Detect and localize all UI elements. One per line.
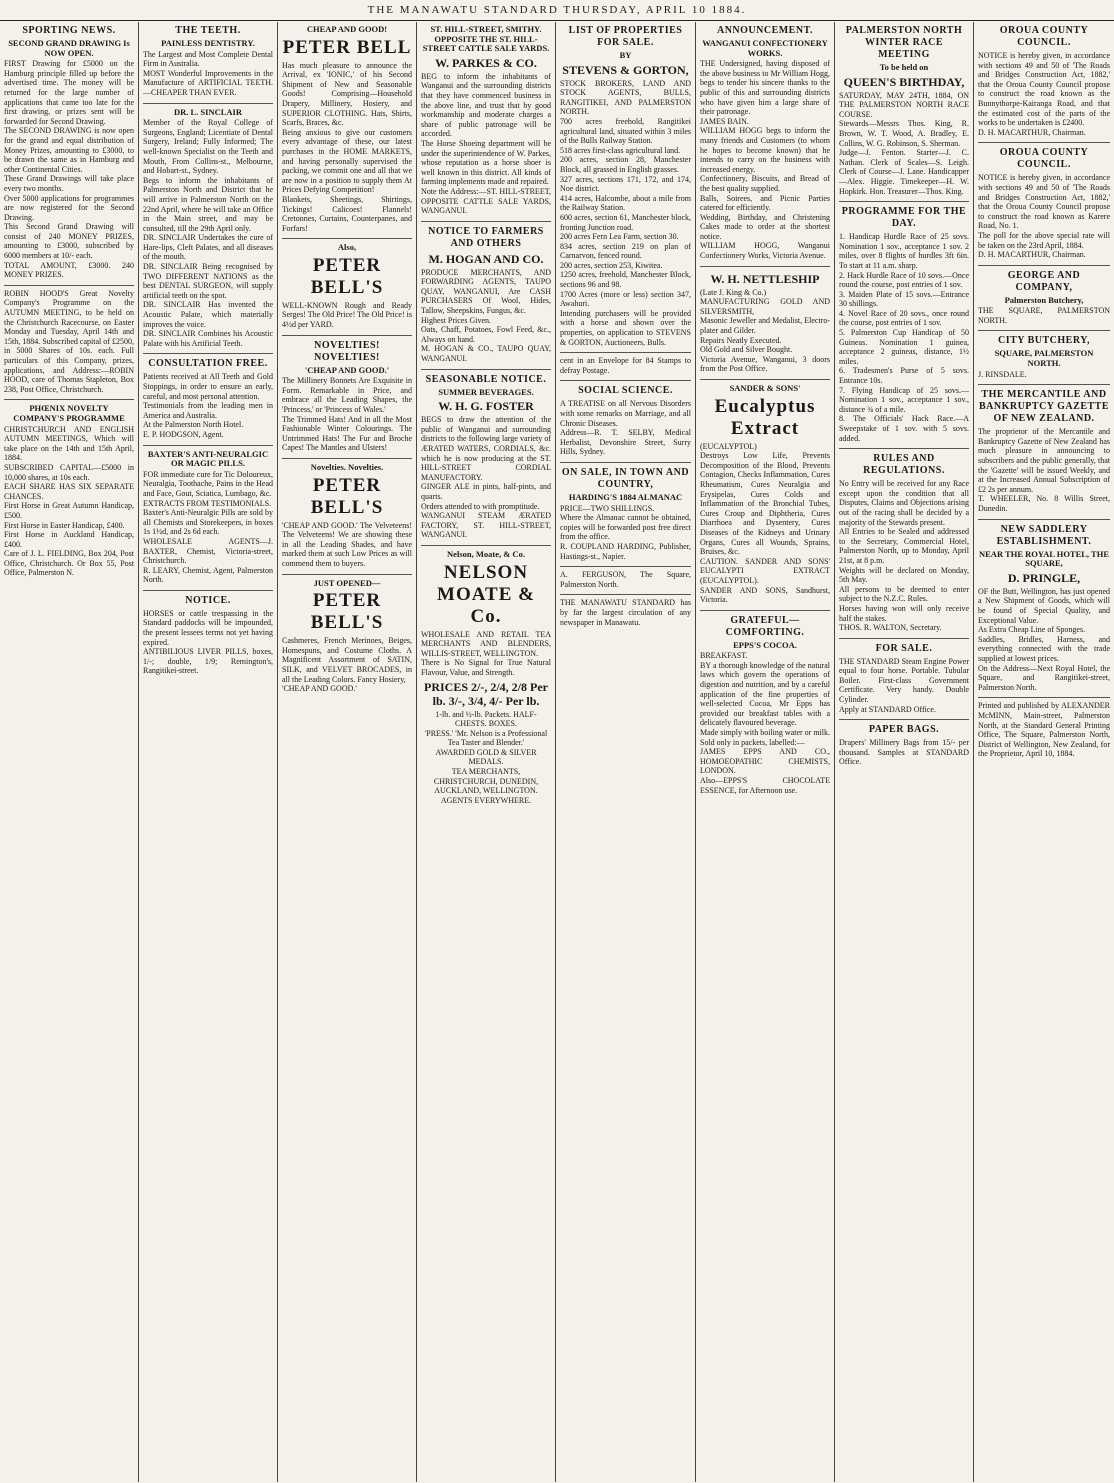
ad-display-title: PETER BELL'S — [310, 254, 384, 298]
ad-body: The proprietor of the Mercantile and Bankruptcy Gazette of New Zealand has much pleasure in announcing to subscribers and the public generally, that the 'Gazette' will be issued Weekly, and at the Increased Annual Subscription of £2 2s per annum. T. WHEELER, No. 8 Willis Street, Dunedin. — [978, 427, 1110, 513]
advertisement — [978, 146, 1110, 265]
ad-subheading: Palmerston Butchery, — [1004, 294, 1084, 305]
ad-body: J. RINSDALE. — [978, 369, 1027, 379]
ad-subheading: EPPS'S COCOA. — [733, 639, 797, 650]
advertisement — [282, 24, 412, 239]
advertisement — [4, 289, 134, 401]
ad-subheading: SQUARE, PALMERSTON NORTH. — [994, 348, 1094, 369]
ad-body: OF the Butt, Wellington, has just opened a New Shipment of Goods, which will be found of Special Quality, and Exceptional Value. As Extra Cheap Line of Sponges. Saddles, Bridles, Harness, and everything connected with the trade supplied at lowest prices. On the Address—Next Royal Hotel, the Square, and Rangitikei-street, Palmerston North. — [978, 586, 1110, 692]
ad-subheading: HARDING'S 1884 ALMANAC — [568, 491, 683, 502]
ad-heading: NOTICE TO FARMERS AND OTHERS — [428, 225, 544, 249]
advertisement — [560, 466, 691, 567]
ad-body: Drapers' Millinery Bags from 15/- per thousand. Samples at STANDARD Office. — [839, 738, 969, 767]
ad-heading: GRATEFUL—COMFORTING. — [725, 614, 805, 638]
advertisement — [560, 356, 691, 381]
ad-body: Printed and published by ALEXANDER McMINN, Main-street, Palmerston North, at the Standard General Printing Office, The Square, Palmerston North, District of Wellington, New Zealand, for the Proprietor, April 10, 1884. — [978, 701, 1110, 759]
ad-name: W. PARKES & CO. — [435, 55, 537, 70]
ad-display-title: PETER BELL'S — [310, 590, 384, 634]
ad-heading: PALMERSTON NORTH WINTER RACE MEETING — [845, 25, 963, 60]
ad-body: PRICE—TWO SHILLINGS. Where the Almanac cannot be obtained, copies will be forwarded post free direct from the office. R. COUPLAND HARDING, Publisher, Hastings-st., Napier. — [560, 503, 691, 561]
ad-name: M. HOGAN AND CO. — [428, 251, 544, 266]
advertisement — [282, 339, 412, 459]
ad-body: STOCK BROKERS, LAND AND STOCK AGENTS, BULLS, RANGITIKEI, AND PALMERSTON NORTH. 700 acres freehold, Rangitikei agricultural land, situated within 3 miles of the Bulls Railway Station. 518 acres first-class agricultural land. 200 acres, section 28, Manchester Block, all grassed in English grasses. 327 acres, sections 171, 172, and 174, Noe district. 414 acres, Halcombe, about a mile from the Railway Station. 600 acres, section 61, Manchester block, fronting Junction road. 200 acres Fern Lea Farm, section 30. 834 acres, section 219 on plan of Carnarvon, fenced round. 200 acres, section 253, Kiwitea. 1250 acres, freehold, Manchester Block, sections 96 and 98. 1700 Acres (more or less) section 347, Awahuri. Intending purchasers will be provided with a horse and shown over the properties, on application to STEVENS & GORTON, Auctioneers, Bulls. — [560, 78, 691, 347]
advertisement — [978, 701, 1110, 764]
ad-body: 'CHEAP AND GOOD.' The Velveteens! The Velveteens! We are showing these in all the Leading Shades, and have marked them at such Low Prices as will commend them to buyers. — [282, 520, 412, 568]
ad-subheading: ST. HILL-STREET, SMITHY. OPPOSITE THE ST. HILL-STREET CATTLE SALE YARDS. — [422, 24, 550, 54]
ad-heading: CONSULTATION FREE. — [148, 358, 268, 370]
ad-body: The Millinery Bonnets Are Exquisite in Form. Remarkable in Price, and embrace all the Leading Shapes, the 'Princess,' or 'Princess of Wales.' The Trimmed Hats! And in all the Most Fashionable Winter Colourings. The Untrimmed Hats! The Fur and Broche Capes! The Mantles and Ulsters! — [282, 376, 412, 453]
ad-subheading: Novelties. Novelties. — [310, 462, 384, 472]
ad-heading: THE MERCANTILE AND BANKRUPTCY GAZETTE OF NEW ZEALAND. — [978, 389, 1110, 425]
ad-subheading: JUST OPENED— — [313, 577, 381, 588]
ad-heading: NOVELTIES! NOVELTIES! — [314, 339, 380, 363]
ad-body: THE SQUARE, PALMERSTON NORTH. — [978, 306, 1110, 325]
ad-heading: SPORTING NEWS. — [22, 25, 116, 36]
ad-body: Patients received at All Teeth and Gold Stoppings, in order to ensure an early, careful, and most personal attention. Testimonials from the leading men in America and Australia. At the Palmerston North Hotel. E. P. HODGSON, Agent. — [143, 372, 273, 439]
ad-heading: FOR SALE. — [875, 642, 933, 654]
advertisement — [839, 723, 969, 772]
ad-body: NOTICE is hereby given, in accordance with sections 49 and 50 of 'The Roads and Bridges Construction Act, 1882,' that the Oroua County Council propose to construct the road known as Karere Road, No. 1. The poll for the above special rate will be taken on the 23rd April, 1884. D. H. MACARTHUR, Chairman. — [978, 173, 1110, 260]
ad-body: THE MANAWATU STANDARD has by far the largest circulation of any newspaper in Manawatu. — [560, 598, 691, 627]
advertisement — [560, 24, 691, 353]
advertisement — [421, 225, 551, 370]
ad-subheading: SANDER & SONS' — [729, 383, 801, 393]
ad-display-title: PETER BELL'S — [310, 474, 384, 518]
advertisement — [143, 24, 273, 104]
advertisement — [421, 373, 551, 546]
advertisement — [978, 269, 1110, 332]
ad-name: W. H. NETTLESHIP — [710, 271, 820, 286]
ad-body: BEG to inform the inhabitants of Wanganui and the surrounding districts that they have commenced business in the above line, and trust that by good workmanship and moderate charges a share of public patronage will be accorded. The Horse Shoeing department will be under the superintendence of W. Parkes, whose reputation as a horse shoer is well known in this district. All kinds of farming implements made and repaired. Note the Address:—ST. HILL-STREET, OPPOSITE CATTLE SALE YARDS, WANGANUI. — [421, 71, 551, 216]
advertisement — [560, 598, 691, 632]
ad-heading: SOCIAL SCIENCE. — [578, 385, 673, 397]
ad-body: Member of the Royal College of Surgeons, England; Licentiate of Dental Surgery, Ireland; Fully Informed; The well-known Specialist on the Teeth and Mouth, From Collins-st., Melbourne, and Hobart-st., Sydney. Begs to inform the inhabitants of Palmerston North and District that he will arrive in Palmerston North on the 22nd April, where he will take an Office in the Main street, and may be consulted, till the 29th April only. DR. SINCLAIR Undertakes the cure of Hare-lips, Cleft Palates, and all diseases of the mouth. DR. SINCLAIR Being recognised by TWO DIFFERENT NATIONS as the best DENTAL SURGEON, will supply artificial teeth on the spot. DR. SINCLAIR Has invented the Acoustic Palate, which materially improves the voice. DR. SINCLAIR Combines his Acoustic Palate with his Artificial Teeth. — [143, 118, 273, 348]
ad-body: (Late J. King & Co.) MANUFACTURING GOLD AND SILVERSMITH, Masonic Jeweller and Medalist, Electro-plater and Gilder. Repairs Neatly Executed. Old Gold and Silver Bought. Victoria Avenue, Wanganui, 3 doors from the Post Office. — [700, 287, 830, 374]
ad-body: FIRST Drawing for £5000 on the Hamburg principle filled up before the advertised time. The money will be returned for the large number of applications that came too late for the first drawing, or prizes sent will be forwarded for Second Drawing. The SECOND DRAWING is now open for the grand and equal distribution of Money Prizes, amounting to £3000, to be drawn the same as in Hamburg and other Continental Cities. These Grand Drawings will take place every two months. Over 5000 applications for programmes are now registered for the Second Drawing. This Second Grand Drawing will consist of 240 MONEY PRIZES, amounting to £3000, subscribed by 6000 members at 10/- each. TOTAL AMOUNT, £3000. 240 MONEY PRIZES. — [4, 59, 134, 280]
ad-subheading: DR. L. SINCLAIR — [173, 106, 242, 117]
ad-body: Cashmeres, French Merinoes, Beiges, Homespuns, and Costume Cloths. A Magnificent Assortment of SATIN, SILK, and VELVET BROCADES, in all the Leading Colors. Fancy Hosiery, 'CHEAP AND GOOD.' — [282, 636, 412, 694]
ad-heading: ON SALE, IN TOWN AND COUNTRY, — [561, 466, 690, 490]
advertisement — [282, 462, 412, 575]
ad-name: D. PRINGLE, — [1007, 570, 1081, 585]
ad-body: NOTICE is hereby given, in accordance with sections 49 and 50 of 'The Roads and Bridges Construction Act, 1882,' that the Oroua County Council propose to construct the road known as the Bunnythorpe-Kairanga Road, and that the estimated cost of the parts of the works to be undertaken is £2400. D. H. MACARTHUR, Chairman. — [978, 51, 1110, 137]
ad-display-title: NELSON MOATE & Co. — [437, 561, 535, 627]
ad-body: CHRISTCHURCH AND ENGLISH AUTUMN MEETINGS, Which will take place on the 14th and 15th April, 1884. SUBSCRIBED CAPITAL—£5000 in 10,000 shares, at 10s each. EACH SHARE HAS SIX SEPARATE CHANCES. First Horse in Great Autumn Handicap, £500. First Horse in Easter Handicap, £400. First Horse in Auckland Handicap, £400. Care of J. L. FIELDING, Box 204, Post Office, Christchurch. Or Box 55, Post Office, Palmerston N. — [4, 424, 134, 578]
ad-subheading: SECOND GRAND DRAWING Is NOW OPEN. — [8, 38, 130, 58]
ad-display-title: PETER BELL — [282, 36, 412, 58]
ad-subheading: BY — [619, 50, 632, 60]
ad-heading: ANNOUNCEMENT. — [716, 25, 814, 36]
advertisement — [143, 449, 273, 591]
advertisement — [282, 578, 412, 699]
advertisement — [143, 594, 273, 681]
ad-display-title: Eucalyptus Extract — [714, 395, 816, 439]
advertisement — [839, 24, 969, 202]
advertisement — [978, 334, 1110, 385]
ad-subheading: Nelson, Moate, & Co. — [447, 548, 525, 559]
advertisement — [700, 270, 830, 380]
column-7 — [835, 22, 974, 1482]
ad-body: A. FERGUSON, The Square, Palmerston North. — [560, 570, 691, 589]
ad-subheading: BAXTER'S ANTI-NEURALGIC OR MAGIC PILLS. — [147, 448, 269, 469]
ad-heading: NEW SADDLERY ESTABLISHMENT. — [996, 523, 1092, 547]
ad-subheading: To be held on — [879, 62, 929, 72]
advertisement — [978, 388, 1110, 519]
ad-heading: OROUA COUNTY COUNCIL. — [999, 147, 1089, 171]
ad-body: SATURDAY, MAY 24TH, 1884, ON THE PALMERSTON NORTH RACE COURSE. Stewards—Messrs Thos. King, R. Brown, W. T. Wood, A. Bradley, E. Collins, W. G. Robinson, S. Sherman. Judge—J. Fenton. Starter—J. C. Nathan. Clerk of Scales—S. Leigh. Clerk of Course—J. Lane. Handicapper—Alex. Higgie. Timekeeper—H. W. Hopkirk. Hon. Treasurer—Thos. King. — [839, 90, 969, 196]
advertisement — [978, 24, 1110, 143]
ad-body: THE STANDARD Steam Engine Power equal to four horse. Portable. Tubular Boiler. First-class Government Certificate. Very handy. Double Cylinder. Apply at STANDARD Office. — [839, 656, 969, 714]
advertisement — [700, 614, 830, 801]
ad-body: (EUCALYPTOL) Destroys Low Life, Prevents Decomposition of the Blood, Prevents Contagion, Checks Inflammation, Cures Rheumatism, Cures Neuralgia and Erysipelas, Cures Colds and Inflammation of the Bronchial Tubes, Cures Croup and Diphtheria, Cures Diarrhoea and Dysentery, Cures Diseases of the Kidneys and Urinary Organs, Cures all Wounds, Sprains, Bruises, &c. CAUTION. SANDER AND SONS' EUCALYPTI EXTRACT (EUCALYPTOL). SANDER AND SONS, Sandhurst, Victoria. — [700, 441, 830, 605]
ad-subheading: CHEAP AND GOOD! — [306, 24, 388, 34]
advertisement — [143, 107, 273, 355]
ad-body: 1. Handicap Hurdle Race of 25 sovs. Nomination 1 sov., acceptance 1 sov. 2 miles, over 8 flights of hurdles 3ft 6in. To start at 11 a.m. sharp. 2. Hack Hurdle Race of 10 sovs.—Once round the course, post entries of 1 sov. 3. Maiden Plate of 15 sovs.—Entrance 30 shillings. 4. Novel Race of 20 sovs., once round the course, post entries of 1 sov. 5. Palmerston Cup Handicap of 50 Guineas. Nomination 1 guinea, acceptance 2 guineas, distance, 1½ miles. 6. Tradesmen's Purse of 5 sovs. Entrance 10s. 7. Flying Handicap of 25 sovs.—Nomination 1 sov., acceptance 1 sov., distance ¾ of a mile. 8. The Officials' Hack Race.—A Sweepstake of 1 sov. with 5 sovs. added. — [839, 232, 969, 443]
ad-subheading: NEAR THE ROYAL HOTEL, THE SQUARE, — [979, 548, 1109, 569]
column-2 — [139, 22, 278, 1482]
ad-body: No Entry will be received for any Race except upon the condition that all Disputes, Claims and Objections arising out of the racing shall be decided by a majority of the Stewards present. All Entries to be Sealed and addressed to the Secretary, Commercial Hotel, Palmerston North, up to Monday, April 21st, at 8 p.m. Weights will be declared on Monday, 5th May. All persons to be deemed to enter subject to the N.Z.C. Rules. Horses having won will only receive half the stakes. THOS. R. WALTON, Secretary. — [839, 479, 969, 633]
ad-heading: PROGRAMME FOR THE DAY. — [841, 206, 967, 230]
ad-body: HORSES or cattle trespassing in the Standard paddocks will be impounded, the present lessees terms not yet having expired. ANTIBILIOUS LIVER PILLS, boxes, 1/-; double, 1/9; Remington's, Rangitikei-street. — [143, 608, 273, 676]
ad-heading: GEORGE AND COMPANY, — [1007, 269, 1081, 293]
ad-body: THE Undersigned, having disposed of the above business to Mr William Hogg, begs to tender his sincere thanks to the public of this and surrounding districts who have given him a large share of their patronage. JAMES BAIN. WILLIAM HOGG begs to inform the many friends and Customers (to whom he hopes to become known) that he intends to carry on the business with increased energy. Confectionery, Biscuits, and Bread of the best quality supplied. Balls, Soirees, and Picnic Parties catered for efficiently. Wedding, Birthday, and Christening Cakes made to order at the shortest notice. WILLIAM HOGG, Wanganui Confectionery Works, Victoria Avenue. — [700, 59, 830, 261]
ad-heading: NOTICE. — [185, 594, 231, 606]
ad-subheading: Also, — [337, 242, 357, 253]
advertisement — [978, 523, 1110, 699]
advertisement — [839, 205, 969, 449]
advertisement — [560, 384, 691, 463]
advertisement — [700, 383, 830, 611]
ad-name: QUEEN'S BIRTHDAY, — [843, 74, 965, 89]
ad-body: BEGS to draw the attention of the public of Wanganui and surrounding districts to the following large variety of ÆRATED WATERS, CORDIALS, &c. which he is now producing at the ST. HILL-STREET CORDIAL MANUFACTORY. GINGER ALE in pints, half-pints, and quarts. Orders attended to with promptitude. WANGANUI STEAM ÆRATED FACTORY, ST. HILL-STREET, WANGANUI. — [421, 415, 551, 540]
ad-body: ROBIN HOOD'S Great Novelty Company's Programme on the AUTUMN MEETING, to be held on the Christchurch Racecourse, on Easter Monday and Tuesday, April 14th and 15th, 1884. Subscribed capital of £2500, in 5000 Shares of 10s. each. Full particulars of this Company, prizes, applications, and Address:—ROBIN HOOD, care of Thomas Stapleton, Box 238, Post Office, Christchurch. — [4, 288, 134, 394]
ad-heading: RULES AND REGULATIONS. — [863, 453, 945, 477]
ad-body: cent in an Envelope for 84 Stamps to defray Postage. — [560, 356, 691, 375]
advertisement — [421, 24, 551, 222]
ad-body: The Largest and Most Complete Dental Firm in Australia. MOST Wonderful Improvements in the Manufacture of ARTIFICIAL TEETH.—CHEAPER THAN EVER. — [143, 49, 273, 97]
ad-heading: OROUA COUNTY COUNCIL. — [999, 25, 1089, 48]
ad-body: FOR immediate cure for Tic Doloureux, Neuralgia, Toothache, Pains in the Head and Face, Gout, Sciatica, Lumbago, &c. EXTRACTS FROM TESTIMONIALS. Baxter's Anti-Neuralgic Pills are sold by all Chemists and Storekeepers, in boxes 1s 1½d, and 2s 6d each. WHOLESALE AGENTS—J. BAXTER, Chemist, Victoria-street, Christchurch. R. LEARY, Chemist, Agent, Palmerston North. — [143, 469, 273, 585]
ad-subheading: 'CHEAP AND GOOD.' — [304, 364, 390, 375]
column-8 — [974, 22, 1114, 1482]
column-1 — [0, 22, 139, 1482]
ad-heading: LIST OF PROPERTIES FOR SALE. — [568, 25, 683, 48]
ad-prices: PRICES 2/-, 2/4, 2/8 Per lb. 3/-, 3/4, 4/- Per lb. — [424, 679, 548, 708]
ad-name: W. H. G. FOSTER — [438, 399, 534, 414]
ad-body: A TREATISE on all Nervous Disorders with some remarks on Marriage, and all Chronic Diseases. Address—R. T. SELBY, Medical Herbalist, Devonshire Street, Surry Hills, Sydney. — [560, 399, 691, 457]
advertisement — [839, 642, 969, 721]
ad-body: WHOLESALE AND RETAIL TEA MERCHANTS AND BLENDERS, WILLIS-STREET, WELLINGTON. There is No Signal for True Natural Flavour, Value, and Strength. — [421, 629, 551, 677]
ad-body: PRODUCE MERCHANTS, AND FORWARDING AGENTS, TAUPO QUAY, WANGANUI, Are CASH PURCHASERS Of Wool, Hides, Tallow, Sheepskins, Fungus, &c. Highest Prices Given. Oats, Chaff, Potatoes, Fowl Feed, &c., Always on hand. M. HOGAN & CO., TAUPO QUAY, WANGANUI. — [421, 267, 551, 364]
ad-subheading: PAINLESS DENTISTRY. — [161, 38, 255, 48]
ad-body: BREAKFAST. BY a thorough knowledge of the natural laws which govern the operations of digestion and nutrition, and by a careful application of the fine properties of well-selected Cocoa, Mr Epps has provided our breakfast tables with a delicately flavoured beverage. Made simply with boiling water or milk. Sold only in packets, labelled:— JAMES EPPS AND CO., HOMOEOPATHIC CHEMISTS, LONDON. Also—EPPS'S CHOCOLATE ESSENCE, for Afternoon use. — [700, 651, 830, 795]
ad-subheading: SUMMER BEVERAGES. — [438, 386, 534, 397]
advertisement — [282, 242, 412, 335]
advertisement — [421, 549, 551, 811]
ad-body: Has much pleasure to announce the Arrival, ex 'IONIC,' of his Second Shipment of New and Seasonable Goods! Comprising—Household Drapery, Millinery, Hosiery, and SUPERIOR CLOTHING. Hats, Shirts, Scarfs, Braces, &c. Being anxious to give our customers every advantage of these, our latest purchases in the HOME MARKETS, and having personally supervised the packing, we commit one and all that we are now in a position to supply them At Prices Defying Competition! Blankets, Sheetings, Shirtings, Tickings! Calicoes! Flannels! Cretonnes, Curtains, Counterpanes, and Forfars! — [282, 60, 412, 233]
advertisement — [560, 570, 691, 595]
column-4 — [417, 22, 556, 1482]
advertisement — [839, 452, 969, 639]
advertisement — [4, 403, 134, 583]
ad-heading: CITY BUTCHERY, — [997, 335, 1091, 347]
ad-body-extra: 1-lb. and ½-lb. Packets. HALF-CHESTS. BOXES. 'PRESS.' 'Mr. Nelson is a Professional Tea Taster and Blender.' AWARDED GOLD & SILVER MEDALS. TEA MERCHANTS, CHRISTCHURCH, DUNEDIN, AUCKLAND, WELLINGTON. AGENTS EVERYWHERE. — [424, 709, 548, 805]
ad-name: STEVENS & GORTON, — [562, 62, 689, 77]
advertisement — [143, 357, 273, 445]
masthead: THE MANAWATU STANDARD THURSDAY, APRIL 10 1884. — [0, 0, 1114, 21]
ad-subheading: PHŒNIX NOVELTY COMPANY'S PROGRAMME — [13, 403, 125, 423]
ad-heading: THE TEETH. — [175, 25, 241, 36]
ad-subheading: WANGANUI CONFECTIONERY WORKS. — [702, 38, 828, 58]
advertisement — [4, 24, 134, 286]
advertisement — [700, 24, 830, 267]
column-6 — [696, 22, 835, 1482]
ad-heading: PAPER BAGS. — [868, 724, 940, 736]
ad-heading: SEASONABLE NOTICE. — [425, 373, 547, 385]
ad-body: WELL-KNOWN Rough and Ready Serges! The Old Price! The Old Price! is 4½d per YARD. — [282, 300, 412, 330]
column-5 — [556, 22, 696, 1482]
column-3 — [278, 22, 417, 1482]
